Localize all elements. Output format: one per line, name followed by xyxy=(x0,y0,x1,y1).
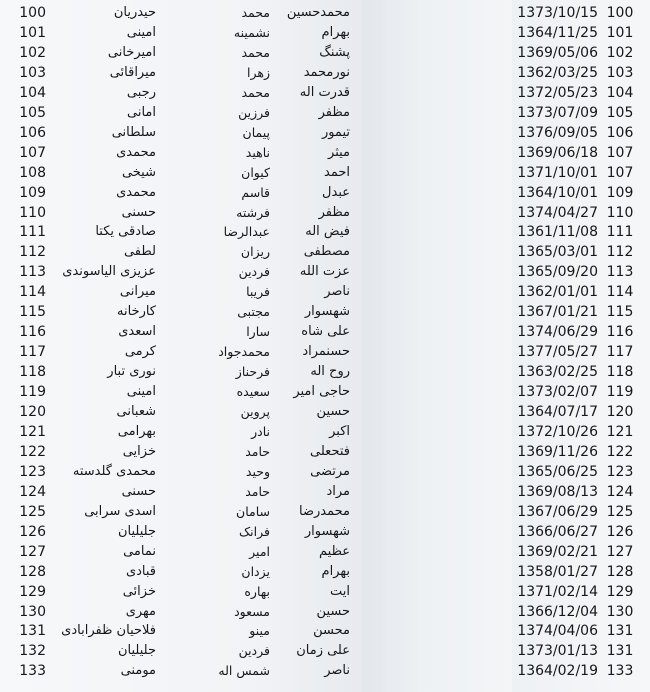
last-name: حیدریان xyxy=(113,5,156,20)
first-name: حسین xyxy=(316,603,350,619)
father-name: نشمینه xyxy=(233,24,270,40)
table-row xyxy=(0,262,650,282)
row-number: 120 xyxy=(19,404,46,420)
birth-date: 1364/02/19 xyxy=(517,663,598,680)
first-name: شهسوار xyxy=(304,523,350,539)
birth-date: 1367/01/21 xyxy=(517,304,598,321)
row-number: 127 xyxy=(19,543,46,560)
row-number: 128 xyxy=(19,563,46,580)
last-name: مومنی xyxy=(120,663,156,679)
last-name: امیرخانی xyxy=(107,44,156,60)
first-name: اکبر xyxy=(329,423,350,439)
first-name: روح اله xyxy=(310,364,350,380)
birth-date: 1363/02/25 xyxy=(517,364,598,381)
first-name: مراد xyxy=(326,483,350,499)
father-name: فردین xyxy=(238,264,270,280)
record-number: 119 xyxy=(606,384,634,401)
row-number: 123 xyxy=(19,463,46,480)
first-name: فتحعلی xyxy=(310,443,350,459)
record-number: 111 xyxy=(606,224,634,241)
row-number: 110 xyxy=(19,204,46,221)
record-number: 122 xyxy=(606,443,634,460)
birth-date: 1369/02/21 xyxy=(517,543,598,560)
first-name: حسین xyxy=(316,404,350,419)
father-name: وحید xyxy=(245,463,270,479)
row-number: 130 xyxy=(19,603,46,620)
first-name: فیض اله xyxy=(305,224,350,240)
record-number: 123 xyxy=(606,463,634,480)
row-number: 116 xyxy=(19,324,46,341)
father-name: امیر xyxy=(249,543,270,559)
record-number: 113 xyxy=(606,264,634,281)
last-name: نمامی xyxy=(123,543,156,559)
record-number: 115 xyxy=(606,304,634,321)
record-number: 130 xyxy=(606,603,634,620)
first-name: تیمور xyxy=(321,124,350,140)
record-number: 120 xyxy=(606,404,634,420)
row-number: 112 xyxy=(19,244,46,261)
record-number: 114 xyxy=(606,284,634,301)
last-name: خزائی xyxy=(122,583,156,599)
table-row xyxy=(0,322,650,342)
record-number: 103 xyxy=(606,64,634,81)
table-row xyxy=(0,103,650,123)
first-name: علی شاه xyxy=(301,324,350,340)
record-number: 126 xyxy=(606,523,634,540)
first-name: محسن xyxy=(313,623,350,639)
table-row xyxy=(0,482,650,502)
table-row xyxy=(0,163,650,183)
row-number: 108 xyxy=(19,164,46,181)
table-row xyxy=(0,502,650,522)
father-name: فرزین xyxy=(238,104,270,120)
table-row xyxy=(0,402,650,422)
last-name: رجبی xyxy=(126,84,156,100)
record-number: 110 xyxy=(606,204,634,221)
first-name: عظیم xyxy=(319,543,350,559)
birth-date: 1358/01/27 xyxy=(517,563,598,580)
last-name: فلاحیان ظفرابادی xyxy=(61,623,156,639)
father-name: حامد xyxy=(245,483,270,499)
first-name: حسنمراد xyxy=(302,344,350,360)
father-name: فرحناز xyxy=(235,364,270,380)
record-number: 133 xyxy=(606,663,634,680)
father-name: ریزان xyxy=(240,244,270,260)
birth-date: 1373/02/07 xyxy=(517,384,598,401)
table-row xyxy=(0,542,650,562)
father-name: کیوان xyxy=(241,164,270,180)
record-number: 106 xyxy=(606,124,634,141)
first-name: پشنگ xyxy=(319,44,350,60)
birth-date: 1364/10/01 xyxy=(517,184,598,201)
row-number: 100 xyxy=(19,5,46,21)
last-name: کارخانه xyxy=(116,304,156,320)
last-name: جلیلیان xyxy=(118,523,156,539)
father-name: محمدجواد xyxy=(218,344,270,360)
last-name: میرانی xyxy=(119,284,156,300)
birth-date: 1367/06/29 xyxy=(517,503,598,520)
record-number: 125 xyxy=(606,503,634,520)
row-number: 119 xyxy=(19,384,46,401)
first-name: ایت xyxy=(330,583,350,599)
birth-date: 1372/05/23 xyxy=(517,84,598,101)
last-name: کرمی xyxy=(124,344,156,360)
record-number: 116 xyxy=(606,324,634,341)
first-name: ناصر xyxy=(324,663,350,679)
first-name: نورمحمد xyxy=(303,64,350,80)
record-number: 107 xyxy=(606,144,634,161)
table-row xyxy=(0,123,650,143)
father-name: سارا xyxy=(246,324,270,340)
row-number: 117 xyxy=(19,344,46,361)
table-row xyxy=(0,661,650,681)
table-row xyxy=(0,562,650,582)
table-row xyxy=(0,23,650,43)
last-name: محمدی گلدسته xyxy=(72,463,156,479)
table-row xyxy=(0,422,650,442)
table-row xyxy=(0,602,650,622)
table-row xyxy=(0,302,650,322)
row-number: 115 xyxy=(19,304,46,321)
table-row xyxy=(0,362,650,382)
table-row xyxy=(0,143,650,163)
first-name: مرتضی xyxy=(310,463,350,479)
table-row xyxy=(0,3,650,23)
last-name: امینی xyxy=(126,384,156,400)
birth-date: 1366/12/04 xyxy=(517,603,598,620)
last-name: حسنی xyxy=(121,483,156,499)
birth-date: 1372/10/26 xyxy=(517,423,598,440)
table-row xyxy=(0,183,650,203)
table-row xyxy=(0,442,650,462)
father-name: پیمان xyxy=(242,124,270,140)
birth-date: 1376/09/05 xyxy=(517,124,598,141)
birth-date: 1366/06/27 xyxy=(517,523,598,540)
father-name: پروین xyxy=(240,404,270,419)
first-name: بهرام xyxy=(321,563,350,579)
birth-date: 1371/10/01 xyxy=(517,164,598,181)
row-number: 124 xyxy=(19,483,46,500)
row-number: 103 xyxy=(19,64,46,81)
table-row xyxy=(0,63,650,83)
last-name: بهرامی xyxy=(117,423,156,439)
last-name: سلطانی xyxy=(111,124,156,140)
last-name: اسعدی xyxy=(118,324,156,340)
row-number: 114 xyxy=(19,284,46,301)
birth-date: 1362/03/25 xyxy=(517,64,598,81)
record-number: 131 xyxy=(606,623,634,640)
birth-date: 1374/04/27 xyxy=(517,204,598,221)
record-number: 118 xyxy=(606,364,634,381)
record-number: 102 xyxy=(606,44,634,61)
row-number: 107 xyxy=(19,144,46,161)
record-number: 101 xyxy=(606,24,634,41)
father-name: فرانک xyxy=(238,523,270,539)
table-row xyxy=(0,621,650,641)
last-name: مهری xyxy=(125,603,156,619)
first-name: ناصر xyxy=(324,284,350,300)
row-number: 104 xyxy=(19,84,46,101)
last-name: امینی xyxy=(126,24,156,40)
father-name: مسعود xyxy=(234,603,270,619)
first-name: شهسوار xyxy=(304,304,350,320)
last-name: صادقی یکتا xyxy=(95,224,156,240)
birth-date: 1369/05/06 xyxy=(517,44,598,61)
first-name: میثر xyxy=(328,144,350,160)
birth-date: 1377/05/27 xyxy=(517,344,598,361)
last-name: محمدی xyxy=(116,144,156,160)
birth-date: 1374/04/06 xyxy=(517,623,598,640)
row-number: 101 xyxy=(19,24,46,41)
last-name: محمدی xyxy=(116,184,156,200)
record-number: 129 xyxy=(606,583,634,600)
last-name: شیخی xyxy=(121,164,156,180)
father-name: ناهید xyxy=(245,144,270,160)
father-name: سعیده xyxy=(236,384,270,400)
table-row xyxy=(0,242,650,262)
birth-date: 1369/06/18 xyxy=(517,144,598,161)
birth-date: 1373/01/13 xyxy=(517,643,598,660)
birth-date: 1373/07/09 xyxy=(517,104,598,121)
birth-date: 1371/02/14 xyxy=(517,583,598,600)
first-name: مظفر xyxy=(318,204,350,220)
first-name: مظفر xyxy=(318,104,350,120)
table-row xyxy=(0,282,650,302)
father-name: محمد xyxy=(241,5,270,20)
birth-date: 1365/09/20 xyxy=(517,264,598,281)
table-row xyxy=(0,641,650,661)
birth-date: 1365/03/01 xyxy=(517,244,598,261)
row-number: 122 xyxy=(19,443,46,460)
first-name: علی زمان xyxy=(296,643,350,659)
row-number: 111 xyxy=(19,224,46,241)
father-name: فرشته xyxy=(236,204,270,220)
last-name: میراقائی xyxy=(109,64,156,80)
first-name: عزت الله xyxy=(299,264,350,280)
father-name: مینو xyxy=(249,623,270,639)
father-name: سامان xyxy=(236,503,270,519)
record-number: 127 xyxy=(606,543,634,560)
record-number: 104 xyxy=(606,84,634,101)
father-name: حامد xyxy=(245,443,270,459)
first-name: قدرت اله xyxy=(299,84,350,100)
birth-date: 1365/06/25 xyxy=(517,463,598,480)
table-row xyxy=(0,222,650,242)
row-number: 121 xyxy=(19,423,46,440)
father-name: فریبا xyxy=(246,284,270,300)
record-number: 121 xyxy=(606,423,634,440)
birth-date: 1362/01/01 xyxy=(517,284,598,301)
birth-date: 1369/08/13 xyxy=(517,483,598,500)
birth-date: 1373/10/15 xyxy=(517,5,598,21)
last-name: امانی xyxy=(127,104,156,120)
row-number: 126 xyxy=(19,523,46,540)
table-row xyxy=(0,582,650,602)
father-name: یزدان xyxy=(241,563,270,579)
last-name: نوری تبار xyxy=(107,364,156,380)
first-name: حاجی امیر xyxy=(293,384,350,400)
birth-date: 1374/06/29 xyxy=(517,324,598,341)
record-number: 128 xyxy=(606,563,634,580)
row-number: 109 xyxy=(19,184,46,201)
row-number: 102 xyxy=(19,44,46,61)
table-row xyxy=(0,382,650,402)
table-row xyxy=(0,342,650,362)
record-number: 105 xyxy=(606,104,634,121)
row-number: 106 xyxy=(19,124,46,141)
birth-date: 1364/07/17 xyxy=(517,404,598,420)
table-row xyxy=(0,83,650,103)
first-name: محمدحسین xyxy=(286,5,350,20)
row-number: 131 xyxy=(19,623,46,640)
record-number: 107 xyxy=(606,164,634,181)
row-number: 113 xyxy=(19,264,46,281)
birth-date: 1364/11/25 xyxy=(517,24,598,41)
father-name: نادر xyxy=(251,423,270,439)
row-number: 125 xyxy=(19,503,46,520)
record-number: 131 xyxy=(606,643,634,660)
father-name: شمس اله xyxy=(218,663,270,679)
row-number: 133 xyxy=(19,663,46,680)
birth-date: 1369/11/26 xyxy=(517,443,598,460)
row-number: 129 xyxy=(19,583,46,600)
father-name: عبدالرضا xyxy=(223,224,270,240)
record-number: 124 xyxy=(606,483,634,500)
last-name: قبادی xyxy=(125,563,156,579)
last-name: حسنی xyxy=(121,204,156,220)
record-number: 117 xyxy=(606,344,634,361)
record-number: 112 xyxy=(606,244,634,261)
father-name: محمد xyxy=(241,44,270,60)
father-name: فردین xyxy=(238,643,270,659)
first-name: احمد xyxy=(324,164,350,180)
last-name: لطفی xyxy=(123,244,156,260)
table-row xyxy=(0,462,650,482)
last-name: عزیزی الیاسوندی xyxy=(62,264,156,280)
table-row xyxy=(0,43,650,63)
father-name: زهرا xyxy=(247,64,270,80)
last-name: جلیلیان xyxy=(118,643,156,659)
father-name: مجتبی xyxy=(237,304,270,320)
father-name: قاسم xyxy=(241,184,270,200)
last-name: خزایی xyxy=(122,443,156,459)
table-row xyxy=(0,203,650,223)
first-name: محمدرضا xyxy=(299,503,350,519)
last-name: شعبانی xyxy=(116,404,156,419)
row-number: 118 xyxy=(19,364,46,381)
first-name: بهرام xyxy=(321,24,350,40)
row-number: 105 xyxy=(19,104,46,121)
record-number: 100 xyxy=(606,5,634,21)
father-name: محمد xyxy=(241,84,270,100)
first-name: عبدل xyxy=(322,184,350,200)
father-name: بهاره xyxy=(244,583,270,599)
first-name: مصطفی xyxy=(303,244,350,260)
table-row xyxy=(0,522,650,542)
last-name: اسدی سرابی xyxy=(84,503,156,519)
birth-date: 1361/11/08 xyxy=(517,224,598,241)
record-number: 109 xyxy=(606,184,634,201)
row-number: 132 xyxy=(19,643,46,660)
